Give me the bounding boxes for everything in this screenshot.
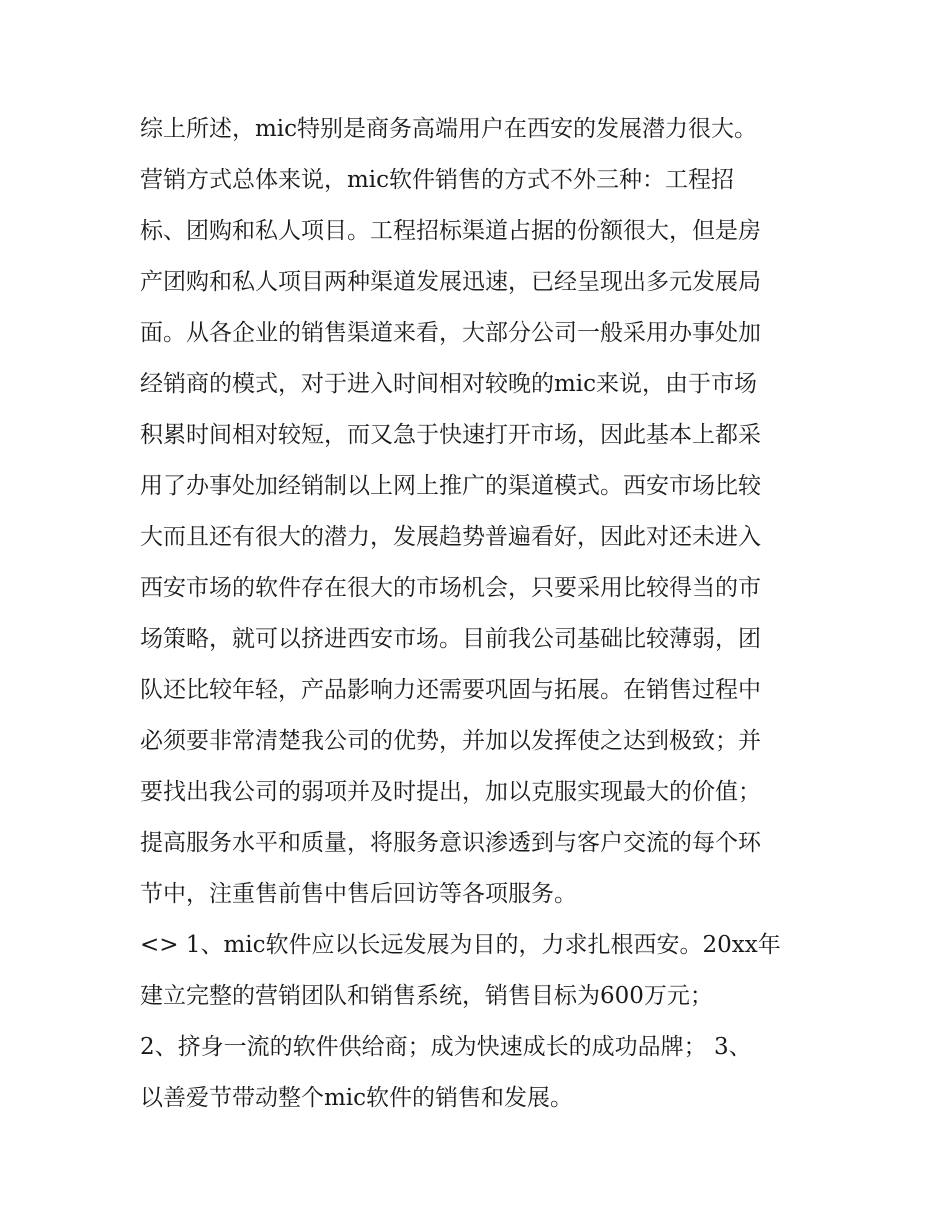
text-line-7: 积累时间相对较短，而又急于快速打开市场，因此基本上都采: [140, 422, 761, 448]
text-line-14: 要找出我公司的弱项并及时提出，加以克服实现最大的价值；: [140, 779, 761, 805]
text-line-4: 产团购和私人项目两种渠道发展迅速，已经呈现出多元发展局: [140, 269, 761, 295]
text-line-16: 节中，注重售前售中售后回访等各项服务。: [140, 881, 577, 907]
text-line-10: 西安市场的软件存在很大的市场机会，只要采用比较得当的市: [140, 575, 761, 601]
text-line-1: 综上所述，mic特别是商务高端用户在西安的发展潜力很大。: [140, 116, 758, 142]
text-line-5: 面。从各企业的销售渠道来看，大部分公司一般采用办事处加: [140, 320, 761, 346]
text-line-3: 标、团购和私人项目。工程招标渠道占据的份额很大，但是房: [140, 218, 761, 244]
text-line-13: 必须要非常清楚我公司的优势，并加以发挥使之达到极致；并: [140, 728, 761, 754]
text-line-11: 场策略，就可以挤进西安市场。目前我公司基础比较薄弱，团: [140, 626, 761, 652]
text-line-2: 营销方式总体来说，mic软件销售的方式不外三种：工程招: [140, 167, 735, 193]
body-text: [140, 104, 820, 1124]
text-line-17: <> 1、mic软件应以长远发展为目的，力求扎根西安。20xx年: [140, 932, 781, 958]
text-line-19: 2、挤身一流的软件供给商；成为快速成长的成功品牌； 3、: [140, 1034, 752, 1060]
text-line-15: 提高服务水平和质量，将服务意识渗透到与客户交流的每个环: [140, 830, 761, 856]
text-line-9: 大而且还有很大的潜力，发展趋势普遍看好，因此对还未进入: [140, 524, 761, 550]
text-line-12: 队还比较年轻，产品影响力还需要巩固与拓展。在销售过程中: [140, 677, 761, 703]
text-line-18: 建立完整的营销团队和销售系统，销售目标为600万元；: [140, 983, 713, 1009]
text-line-8: 用了办事处加经销制以上网上推广的渠道模式。西安市场比较: [140, 473, 761, 499]
text-line-6: 经销商的模式，对于进入时间相对较晚的mic来说，由于市场: [140, 371, 758, 397]
text-line-20: 以善爱节带动整个mic软件的销售和发展。: [140, 1085, 574, 1111]
